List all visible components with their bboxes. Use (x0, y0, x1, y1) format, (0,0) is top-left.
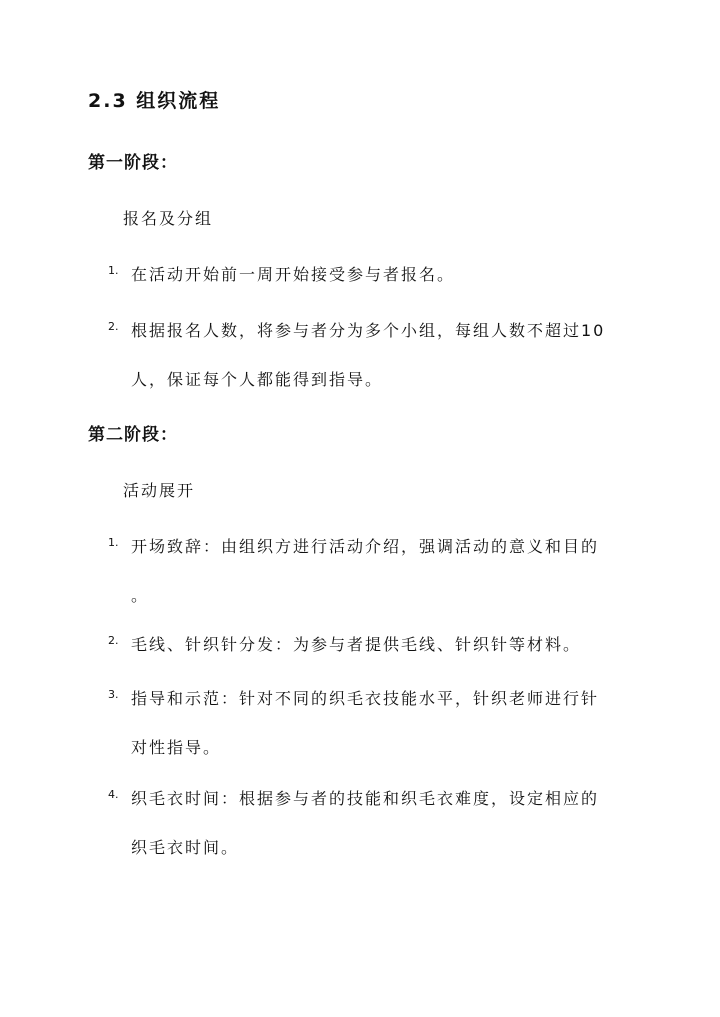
stage-2-title: 第二阶段： (88, 425, 178, 445)
list-number: 1. (108, 536, 119, 549)
list-number: 2. (108, 634, 119, 647)
list-number: 4. (108, 788, 119, 801)
list-item-text: 毛线、针织针分发：为参与者提供毛线、针织针等材料。 (131, 635, 582, 654)
section-title: 2.3 组织流程 (88, 90, 221, 112)
list-item-text: 织毛衣时间：根据参与者的技能和织毛衣难度，设定相应的 (131, 789, 600, 808)
stage-1-subtitle: 报名及分组 (123, 209, 214, 228)
stage-1-title: 第一阶段： (88, 153, 178, 173)
stage-2-subtitle: 活动展开 (123, 481, 196, 500)
list-number: 3. (108, 688, 119, 701)
list-item-text: 根据报名人数，将参与者分为多个小组，每组人数不超过10 (131, 321, 606, 340)
list-item-text-continued: 织毛衣时间。 (131, 838, 240, 857)
list-item-text: 指导和示范：针对不同的织毛衣技能水平，针织老师进行针 (131, 689, 600, 708)
list-number: 1. (108, 264, 119, 277)
list-number: 2. (108, 320, 119, 333)
list-item-text: 开场致辞：由组织方进行活动介绍，强调活动的意义和目的 (131, 537, 600, 556)
list-item-text-continued: 人，保证每个人都能得到指导。 (131, 370, 384, 389)
list-item-text-continued: 对性指导。 (131, 738, 222, 757)
list-item-text-continued: 。 (131, 586, 150, 605)
list-item-text: 在活动开始前一周开始接受参与者报名。 (131, 265, 456, 284)
